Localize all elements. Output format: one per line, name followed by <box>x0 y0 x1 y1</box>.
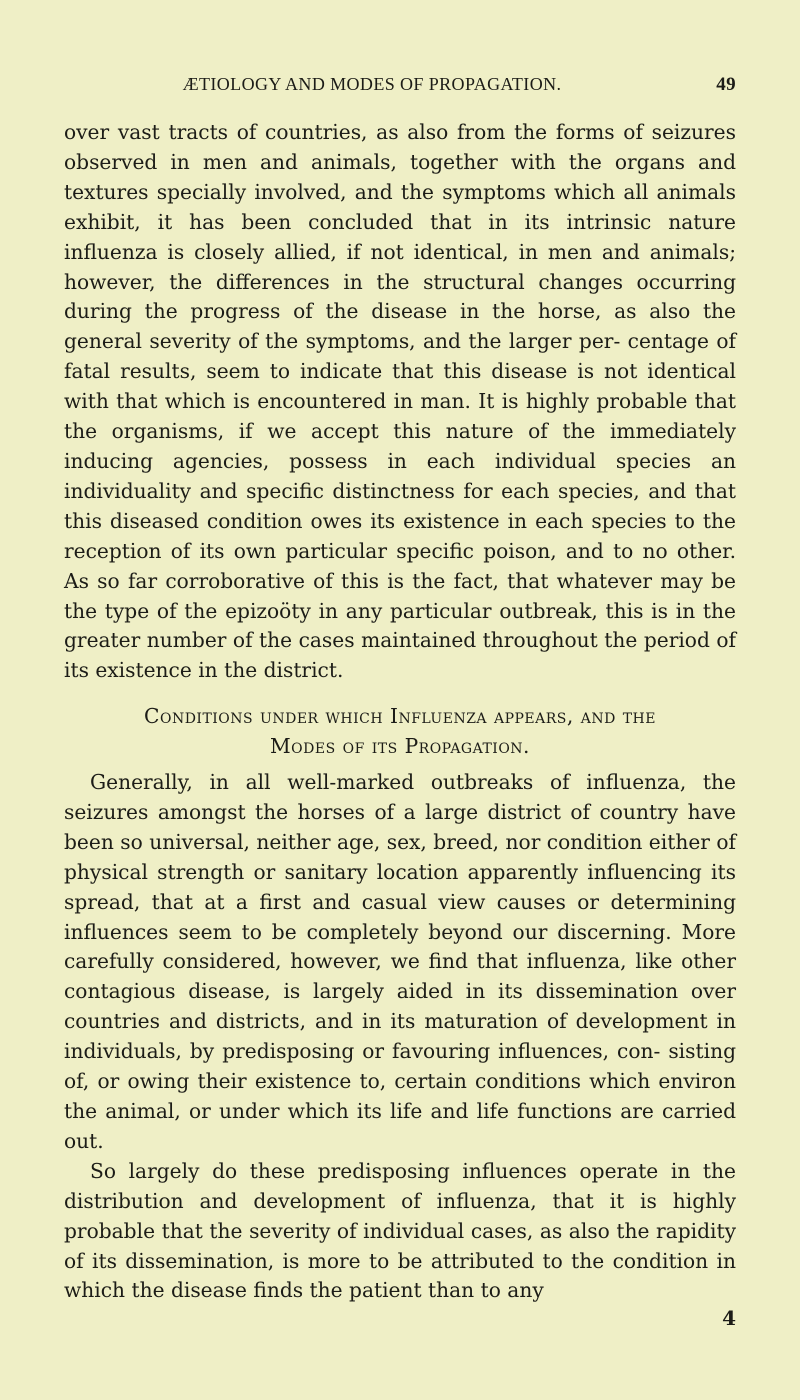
running-head <box>64 74 736 108</box>
body-paragraph-2: Generally, in all well-marked outbreaks of influenza, the seizures amongst the horses of a large district of country have been so universal, neither age, sex, breed, nor condition either of physical strength or sanitary location apparently influencing its spread, that at a first and casual view causes or determining influences seem to be completely beyond our discerning. More carefully considered, however, we find that influenza, like other contagious disease, is largely aided in its dissemination over countries and districts, and in its maturation of development in individuals, by predisposing or favouring influences, con- sisting of, or owing their existence to, certain conditions which environ the animal, or under which its life and life functions are carried out. <box>64 770 736 1153</box>
section-heading-line-1: Conditions under which Influenza appears, and the <box>144 704 656 729</box>
body-paragraph-3: So largely do these predisposing influences operate in the distribution and development of influenza, that it is highly probable that the severity of individual cases, as also the rapidity of its dissemination, is more to be attributed to the condition in which the disease finds the patient than to any <box>64 1158 736 1303</box>
section-heading <box>64 702 736 762</box>
page-number: 49 <box>716 74 736 95</box>
signature-mark: 4 <box>722 1306 736 1331</box>
running-head-title: ÆTIOLOGY AND MODES OF PROPAGATION. <box>182 74 562 94</box>
body-paragraph-1: over vast tracts of countries, as also from the forms of seizures observed in men and animals, together with the organs and textures specially involved, and the symptoms which all animals exhibit, it has been concluded that in its intrinsic nature influenza is closely allied, if not identical, in men and animals; however, the differences in the structural changes occurring during the progress of the disease in the horse, as also the general severity of the symptoms, and the larger per- centage of fatal results, seem to indicate that this disease is not identical with that which is encountered in man. It is highly probable that the organisms, if we accept this nature of the immediately inducing agencies, possess in each individual species an individuality and specific distinctness for each species, and that this diseased condition owes its existence in each species to the reception of its own particular specific poison, and to no other. As so far corroborative of this is the fact, that whatever may be the type of the epizoöty in any particular outbreak, this is in the greater number of the cases maintained throughout the period of its existence in the district. <box>64 120 736 683</box>
book-page <box>64 74 736 1330</box>
section-heading-line-2: Modes of its Propagation. <box>270 734 530 759</box>
